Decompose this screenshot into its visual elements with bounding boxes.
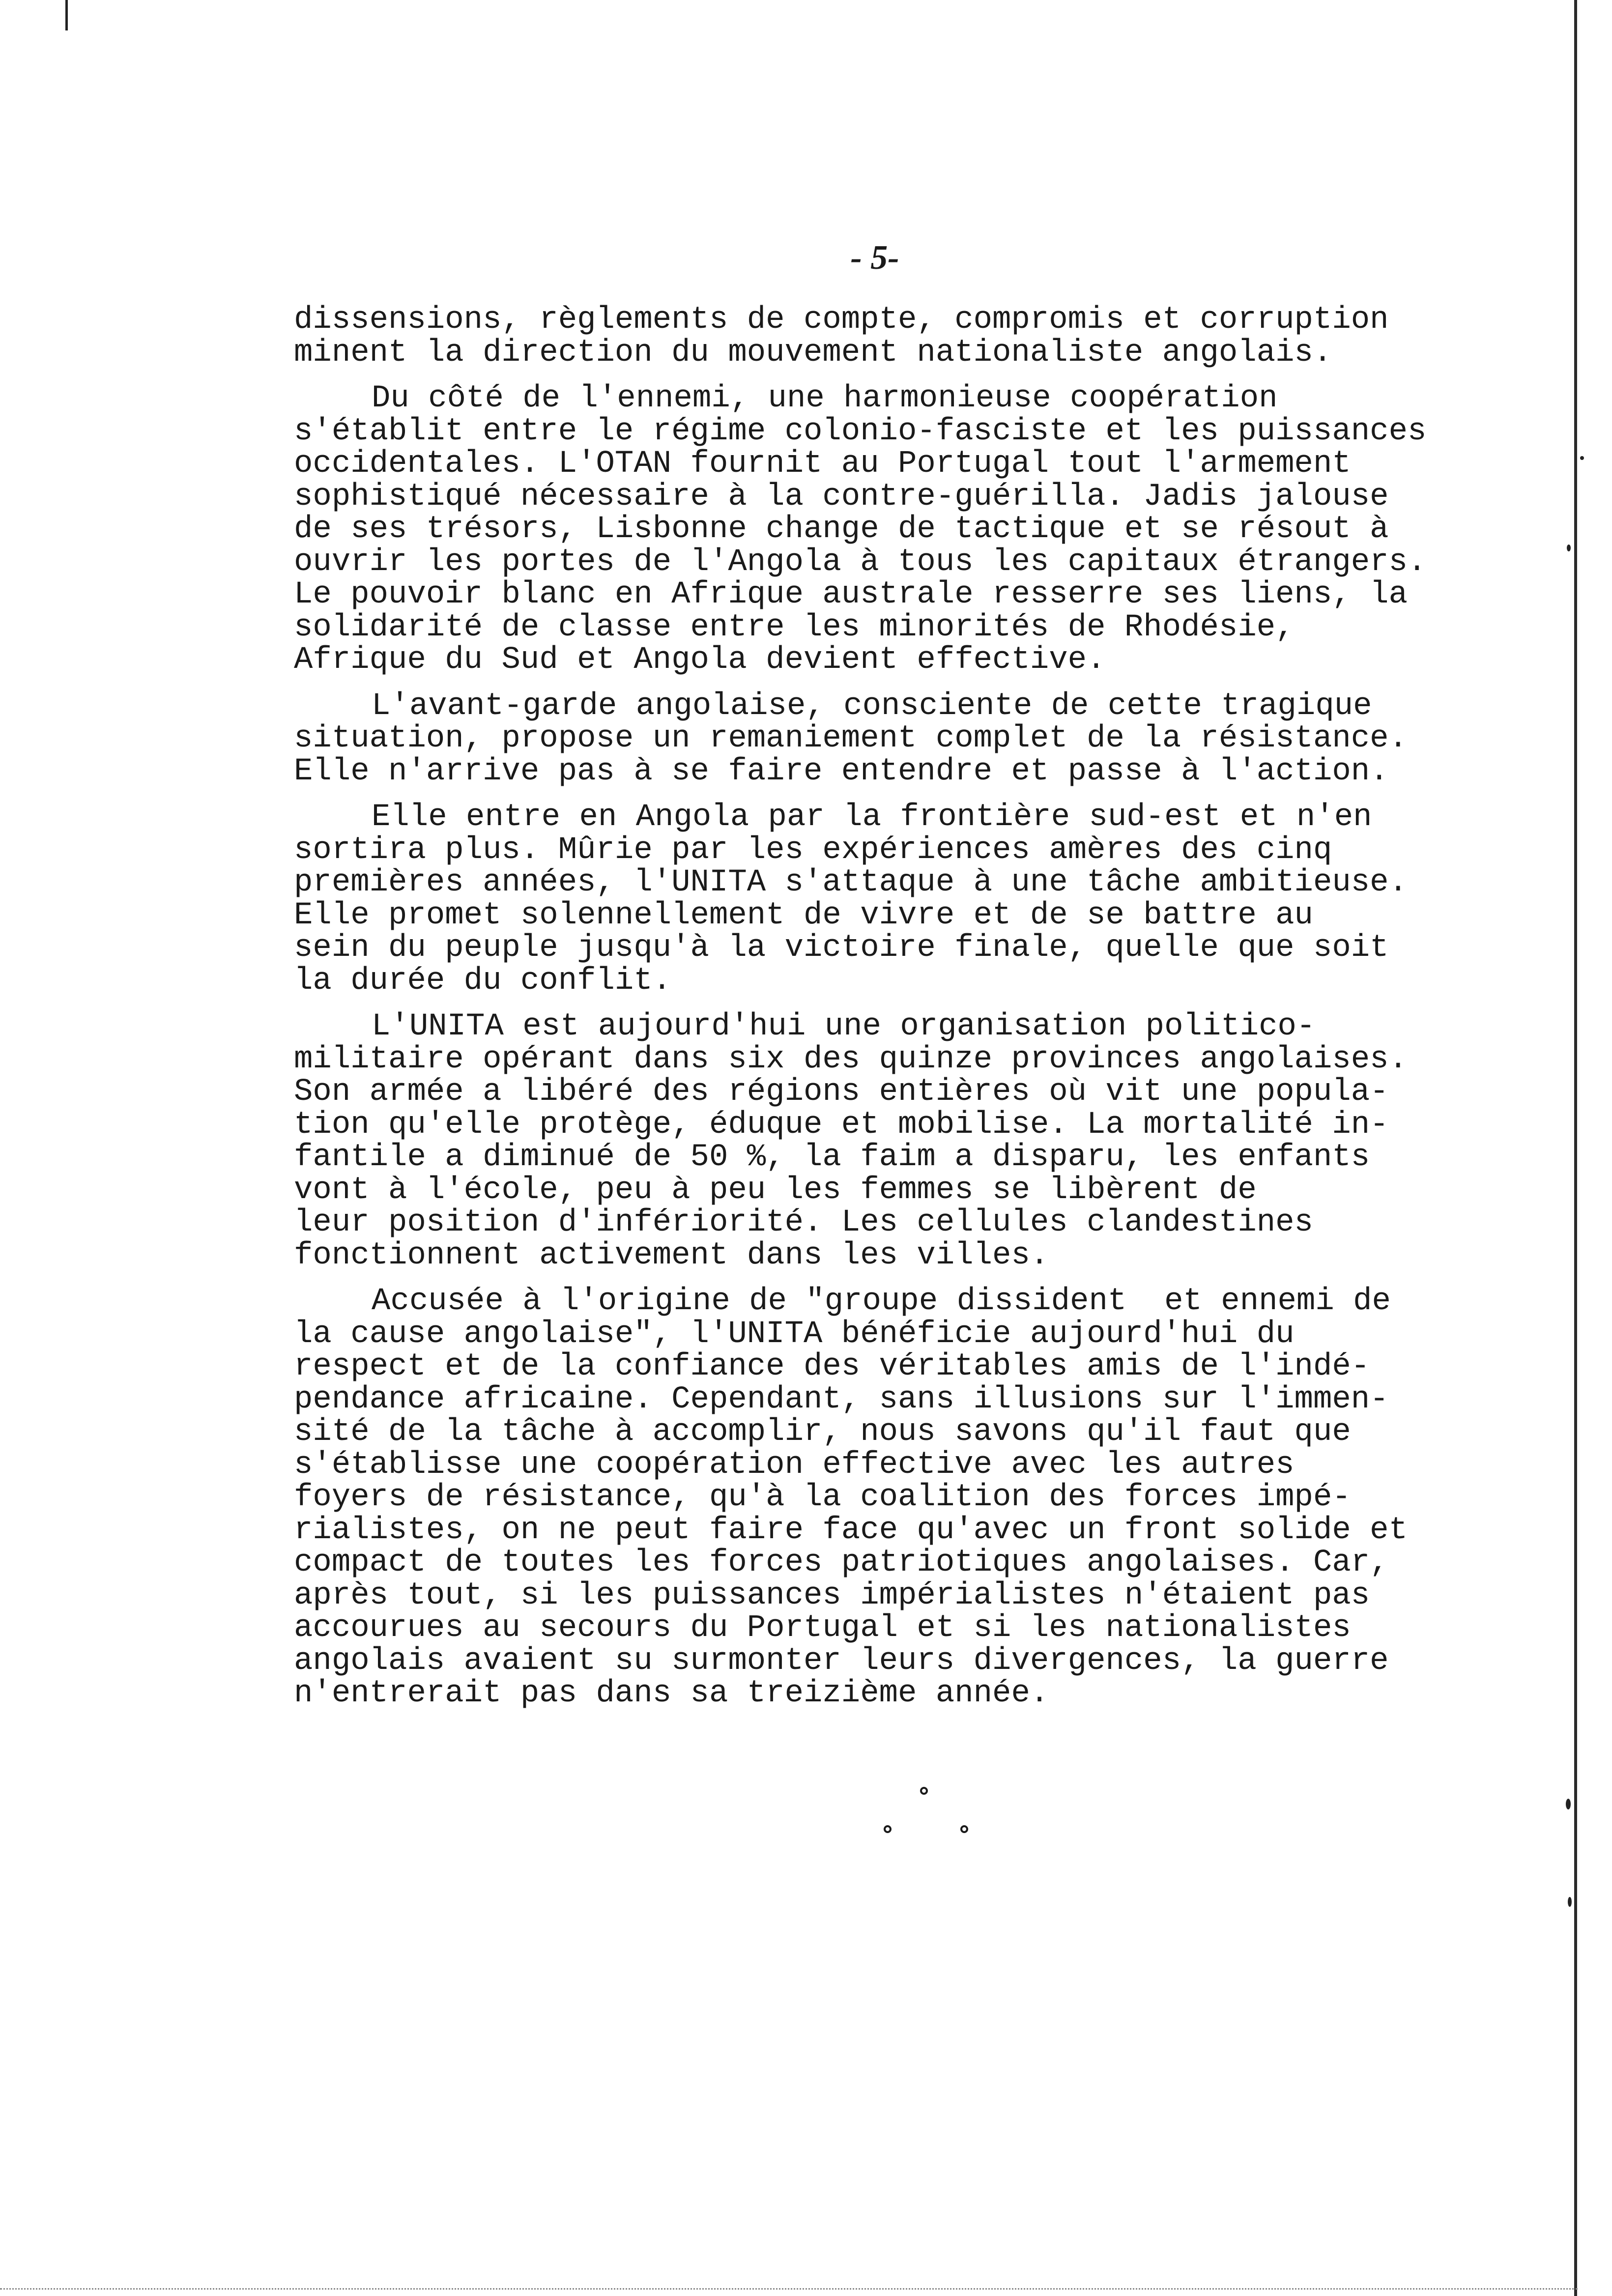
text-line: sité de la tâche à accomplir, nous savons qu'il faut que [294, 1414, 1351, 1450]
scan-right-edge [1574, 0, 1577, 2296]
text-line: la durée du conflit. [294, 963, 672, 999]
text-line: leur position d'infériorité. Les cellules clandestines [294, 1205, 1313, 1240]
text-line: Afrique du Sud et Angola devient effective. [294, 642, 1106, 678]
text-line: Elle entre en Angola par la frontière sud-est et n'en [372, 800, 1372, 835]
scan-edge-mark [65, 0, 68, 30]
text-line: minent la direction du mouvement nationaliste angolais. [294, 335, 1332, 371]
text-line: Elle n'arrive pas à se faire entendre et passe à l'action. [294, 753, 1389, 789]
text-line: vont à l'école, peu à peu les femmes se libèrent de [294, 1172, 1257, 1208]
text-line: accourues au secours du Portugal et si les nationalistes [294, 1610, 1351, 1646]
text-line: sophistiqué nécessaire à la contre-guérilla. Jadis jalouse [294, 479, 1389, 515]
text-line: fonctionnent activement dans les villes. [294, 1237, 1049, 1273]
text-line: s'établit entre le régime colonio-fasciste et les puissances [294, 413, 1427, 449]
ornament-dot [920, 1787, 928, 1795]
scan-bottom-edge [0, 2288, 1578, 2290]
text-line: L'UNITA est aujourd'hui une organisation politico- [372, 1009, 1316, 1044]
text-line: Son armée a libéré des régions entières où vit une popula- [294, 1074, 1389, 1110]
text-line: Du côté de l'ennemi, une harmonieuse coopération [372, 381, 1278, 416]
text-line: rialistes, on ne peut faire face qu'avec un front solide et [294, 1512, 1408, 1548]
text-line: Le pouvoir blanc en Afrique australe resserre ses liens, la [294, 577, 1408, 612]
text-line: angolais avaient su surmonter leurs divergences, la guerre [294, 1643, 1389, 1679]
paragraph [294, 382, 1473, 677]
text-line: de ses trésors, Lisbonne change de tactique et se résout à [294, 512, 1389, 547]
text-line: respect et de la confiance des véritables amis de l'indé- [294, 1349, 1370, 1384]
text-line: fantile a diminué de 50 %, la faim a disparu, les enfants [294, 1140, 1370, 1175]
text-line: occidentales. L'OTAN fournit au Portugal tout l'armement [294, 446, 1351, 482]
text-line: dissensions, règlements de compte, compromis et corruption [294, 302, 1389, 338]
scan-speck [1568, 1897, 1572, 1907]
closing-ornament [865, 1787, 983, 1846]
text-line: militaire opérant dans six des quinze provinces angolaises. [294, 1041, 1408, 1077]
ornament-dot [884, 1825, 892, 1833]
text-line: ouvrir les portes de l'Angola à tous les capitaux étrangers. [294, 544, 1427, 580]
scan-speck [1566, 1799, 1571, 1809]
text-line: pendance africaine. Cependant, sans illusions sur l'immen- [294, 1381, 1389, 1417]
scan-speck [1567, 545, 1571, 551]
text-line: s'établisse une coopération effective avec les autres [294, 1447, 1295, 1483]
text-line: n'entrerait pas dans sa treizième année. [294, 1676, 1049, 1711]
text-line: sein du peuple jusqu'à la victoire finale, quelle que soit [294, 930, 1389, 966]
text-line: sortira plus. Mûrie par les expériences amères des cinq [294, 832, 1332, 868]
paragraph [294, 801, 1473, 997]
paragraph [294, 690, 1473, 788]
text-line: la cause angolaise", l'UNITA bénéficie aujourd'hui du [294, 1316, 1295, 1352]
paragraph [294, 1010, 1473, 1272]
page-number: - 5- [850, 239, 899, 277]
text-line: tion qu'elle protège, éduque et mobilise. La mortalité in- [294, 1107, 1389, 1143]
text-line: L'avant-garde angolaise, consciente de cette tragique [372, 688, 1372, 724]
paragraph [294, 304, 1473, 369]
text-line: solidarité de classe entre les minorités de Rhodésie, [294, 609, 1295, 645]
scan-speck [1580, 456, 1584, 460]
text-line: Accusée à l'origine de "groupe dissident et ennemi de [372, 1284, 1391, 1319]
text-line: compact de toutes les forces patriotiques angolaises. Car, [294, 1545, 1389, 1580]
text-line: foyers de résistance, qu'à la coalition des forces impé- [294, 1480, 1351, 1515]
paragraph [294, 1285, 1473, 1710]
text-line: après tout, si les puissances impérialistes n'étaient pas [294, 1578, 1370, 1613]
text-line: Elle promet solennellement de vivre et de se battre au [294, 897, 1313, 933]
ornament-dot [960, 1825, 968, 1833]
body-text [294, 304, 1473, 1723]
text-line: situation, propose un remaniement complet de la résistance. [294, 721, 1408, 756]
text-line: premières années, l'UNITA s'attaque à une tâche ambitieuse. [294, 865, 1408, 900]
